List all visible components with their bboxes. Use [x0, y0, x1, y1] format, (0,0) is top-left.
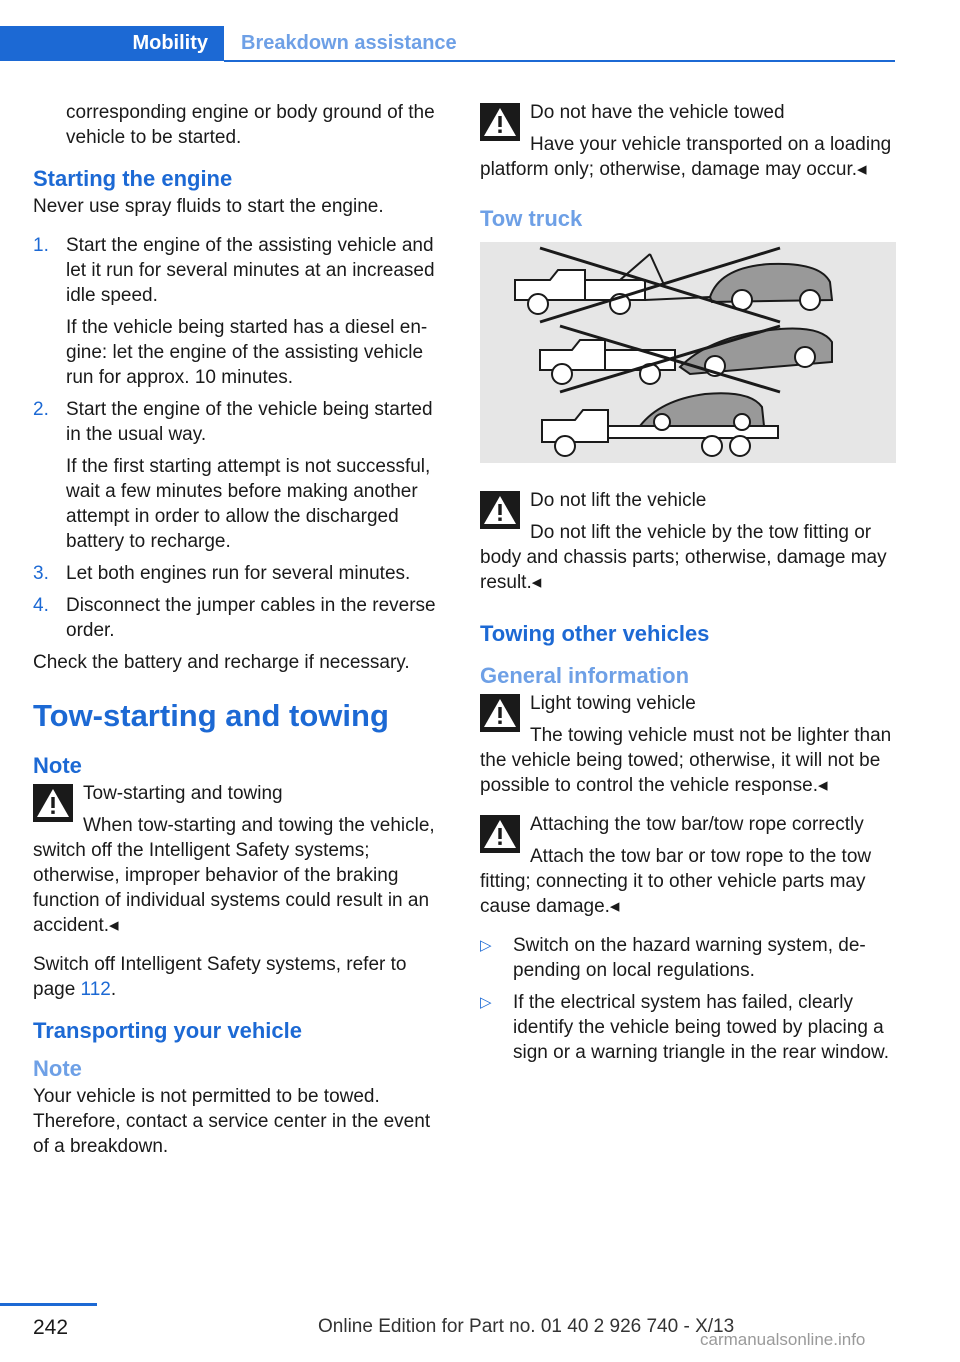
- warning-block: [480, 691, 896, 798]
- warning-triangle-icon: [480, 491, 520, 529]
- bullet-text: Switch on the hazard warning system, depending on local regulations.: [513, 935, 866, 981]
- page-header: [0, 0, 960, 62]
- warning-body: Do not lift the vehicle by the tow fitting or body and chassis parts; otherwise, damage may result.◂: [480, 522, 887, 593]
- step-text: Start the engine of the vehicle being started in the usual way.: [66, 399, 433, 445]
- warning-block: [480, 488, 896, 595]
- step-number: 3.: [33, 563, 49, 584]
- warning-title: Tow-starting and towing: [83, 783, 283, 804]
- intro-text: corresponding engine or body ground of the vehicle to be started.: [66, 102, 435, 148]
- bullet-triangle-icon: ▷: [480, 937, 492, 954]
- warning-body: The towing vehicle must not be lighter than the vehicle being towed; otherwise, it will not be possible to control the vehicle response.◂: [480, 725, 892, 796]
- warning-text: [480, 844, 896, 919]
- warning-text: [33, 813, 451, 938]
- starting-steps-list: [33, 233, 451, 643]
- warning-title: Light towing vehicle: [530, 693, 696, 714]
- step-text: Let both engines run for several minutes.: [66, 563, 411, 584]
- right-column: [480, 100, 896, 1072]
- step-number: 2.: [33, 399, 49, 420]
- warning-title: Do not lift the vehicle: [530, 490, 707, 511]
- list-item: [480, 933, 896, 983]
- warning-text: [480, 520, 896, 595]
- step-subtext: If the vehicle being started has a diesel engine: let the engine of the assisting vehicle run for approx. 10 minutes.: [66, 317, 428, 388]
- left-column: [33, 100, 451, 1173]
- warning-body: When tow-starting and towing the vehicle, switch off the Intelligent Safety systems; otherwise, improper behavior of the braking function of individual systems could result in an accident.◂: [33, 815, 435, 936]
- tab-breakdown-assistance[interactable]: Breakdown assistance: [241, 32, 457, 54]
- bullet-text: If the electrical system has failed, clearly identify the vehicle being towed by placing a sign or a warning triangle in the rear window.: [513, 992, 889, 1063]
- warning-block: [480, 100, 896, 182]
- footer-rule: [0, 1303, 97, 1306]
- tab-mobility[interactable]: Mobility: [0, 26, 224, 61]
- step-number: 4.: [33, 595, 49, 616]
- towing-bullet-list: [480, 933, 896, 1065]
- step-number: 1.: [33, 235, 49, 256]
- switch-off-text: [33, 952, 451, 1002]
- switch-off-text-prefix: Switch off Intelligent Safety systems, refer to page: [33, 954, 407, 1000]
- list-item: [480, 990, 896, 1065]
- transporting-text: Your vehicle is not permitted to be towed. Therefore, contact a service center in the event of a breakdown.: [33, 1086, 431, 1157]
- towing-other-heading: Towing other vehicles: [480, 621, 710, 646]
- warning-triangle-icon: [480, 103, 520, 141]
- warning-body: Have your vehicle transported on a loading platform only; otherwise, damage may occur.◂: [480, 134, 892, 180]
- warning-title: Do not have the vehicle towed: [530, 102, 785, 123]
- tow-starting-heading: Tow-starting and towing: [33, 698, 389, 733]
- bullet-triangle-icon: ▷: [480, 994, 492, 1011]
- step-subtext: If the first starting attempt is not successful, wait a few minutes before making another attempt in order to allow the discharged battery to recharge.: [66, 456, 431, 552]
- warning-body: Attach the tow bar or tow rope to the tow fitting; connecting it to other vehicle parts may cause damage.◂: [480, 846, 872, 917]
- edition-text: Online Edition for Part no. 01 40 2 926 740 - X/13: [318, 1316, 735, 1337]
- header-rule: [224, 60, 895, 62]
- watermark-text: carmanualsonline.info: [700, 1330, 866, 1349]
- list-item: [33, 397, 451, 554]
- warning-title: Attaching the tow bar/tow rope correctly: [530, 814, 864, 835]
- list-item: [33, 561, 451, 586]
- warning-block: [33, 781, 451, 938]
- warning-text: [480, 723, 896, 798]
- tow-truck-heading: Tow truck: [480, 206, 583, 231]
- starting-engine-text: Never use spray fluids to start the engine.: [33, 196, 384, 217]
- list-item: [33, 233, 451, 390]
- warning-block: [480, 812, 896, 919]
- transporting-heading: Transporting your vehicle: [33, 1018, 302, 1043]
- page-number: 242: [33, 1316, 69, 1339]
- step-text: Disconnect the jumper cables in the reverse order.: [66, 595, 436, 641]
- tow-truck-illustration: [480, 242, 896, 463]
- general-info-heading: General information: [480, 663, 690, 688]
- switch-off-text-suffix: .: [110, 979, 117, 1000]
- step-text: Start the engine of the assisting vehicle and let it run for several minutes at an increased idle speed.: [66, 235, 435, 306]
- warning-triangle-icon: [33, 784, 73, 822]
- page-link[interactable]: 112: [80, 979, 111, 1000]
- list-item: [33, 593, 451, 643]
- warning-text: [480, 132, 896, 182]
- transporting-note-heading: Note: [33, 1056, 82, 1081]
- starting-engine-heading: Starting the engine: [33, 166, 233, 191]
- warning-triangle-icon: [480, 694, 520, 732]
- check-battery-text: Check the battery and recharge if necessary.: [33, 652, 410, 673]
- warning-triangle-icon: [480, 815, 520, 853]
- note-heading: Note: [33, 753, 82, 778]
